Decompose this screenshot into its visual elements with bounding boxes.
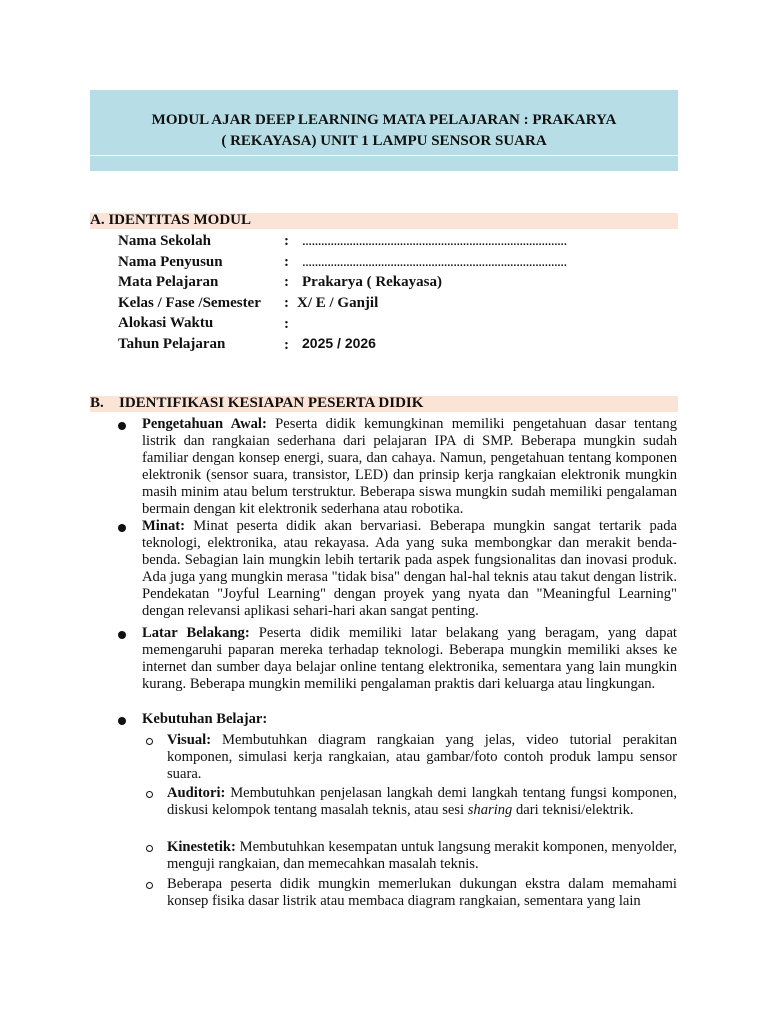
document-title (90, 110, 678, 152)
sub-item-text: dari teknisi/elektrik. (512, 802, 634, 818)
identity-colon: : (284, 274, 289, 290)
identity-colon: : (284, 337, 289, 353)
list-item (142, 711, 677, 728)
sub-item-text: Membutuhkan kesempatan untuk langsung merakit komponen, menyolder, menguji rangkaian, dan memecahkan masalah teknis. (167, 839, 677, 872)
sub-item-term: Kinestetik: (167, 839, 236, 855)
identity-value (302, 231, 567, 251)
identity-label: Nama Penyusun (118, 254, 223, 270)
identity-label: Tahun Pelajaran (118, 336, 226, 352)
identity-colon: : (284, 254, 289, 270)
identity-label: Alokasi Waktu (118, 315, 214, 331)
item-term: Pengetahuan Awal: (142, 416, 267, 432)
item-term: Minat: (142, 518, 185, 534)
list-item (142, 518, 677, 620)
sub-item-text: Membutuhkan penjelasan langkah demi langkah tentang fungsi komponen, diskusi kelompok tentang masalah teknis, atau sesi (167, 785, 677, 818)
section-b-letter: B. (90, 395, 104, 411)
sub-list-item (167, 876, 677, 910)
list-item (142, 416, 677, 518)
identity-label: Nama Sekolah (118, 233, 211, 249)
item-term: Kebutuhan Belajar: (142, 711, 268, 727)
sub-list-item (167, 785, 677, 819)
sub-bullet-circle (146, 845, 153, 852)
sub-list-item (167, 839, 677, 873)
item-term: Latar Belakang: (142, 625, 250, 641)
sub-bullet-circle (146, 738, 153, 745)
sub-item-text: Beberapa peserta didik mungkin memerlukan dukungan ekstra dalam memahami konsep fisika dasar listrik atau membaca diagram rangkaian, sementara yang lain (167, 876, 677, 909)
identity-value (302, 252, 567, 272)
identity-label: Mata Pelajaran (118, 274, 219, 290)
sub-item-term: Auditori: (167, 785, 226, 801)
bullet-dot (118, 422, 126, 430)
bullet-dot (118, 524, 126, 532)
item-text: Peserta didik kemungkinan memiliki pengetahuan dasar tentang listrik dan rangkaian sederhana dari pelajaran IPA di SMP. Beberapa mungkin sudah familiar dengan konsep energi, suara, dan cahaya. Namun, pengetahuan tentang komponen elektronik (sensor suara, transistor, LED) dan prinsip kerja rangkaian elektronik mungkin masih minim atau belum terstruktur. Beberapa siswa mungkin sudah memiliki pengalaman bermain dengan kit elektronik sederhana atau robotika. (142, 416, 677, 517)
identity-colon: : (284, 295, 289, 311)
bullet-dot (118, 631, 126, 639)
section-b-heading: IDENTIFIKASI KESIAPAN PESERTA DIDIK (119, 395, 424, 411)
identity-colon: : (284, 316, 289, 332)
bullet-dot (118, 717, 126, 725)
item-text: Peserta didik memiliki latar belakang yang beragam, yang dapat memengaruhi paparan mereka terhadap teknologi. Beberapa mungkin memiliki akses ke internet dan sumber daya belajar online tentang elektronika, sementara yang lain mungkin kurang. Beberapa mungkin memiliki pengalaman praktis dari keluarga atau lingkungan. (142, 625, 677, 692)
identity-colon: : (284, 233, 289, 249)
sub-item-italic: sharing (467, 802, 513, 818)
identity-dots: .................................................................................... (302, 233, 567, 249)
list-item (142, 625, 677, 693)
title-line-1: MODUL AJAR DEEP LEARNING MATA PELAJARAN : PRAKARYA (151, 112, 617, 128)
identity-value: X/ E / Ganjil (297, 295, 379, 311)
sub-item-text: Membutuhkan diagram rangkaian yang jelas, video tutorial perakitan komponen, simulasi kerja rangkaian, atau gambar/foto contoh produk lampu sensor suara. (167, 732, 677, 782)
identity-value: 2025 / 2026 (302, 335, 376, 351)
title-line-2: ( REKAYASA) UNIT 1 LAMPU SENSOR SUARA (221, 133, 547, 149)
sub-bullet-circle (146, 791, 153, 798)
identity-label: Kelas / Fase /Semester (118, 295, 261, 311)
section-a-heading: A. IDENTITAS MODUL (90, 212, 251, 228)
sub-bullet-circle (146, 882, 153, 889)
identity-value: Prakarya ( Rekayasa) (302, 274, 442, 290)
item-text: Minat peserta didik akan bervariasi. Beberapa mungkin sangat tertarik pada teknologi, elektronika, atau rekayasa. Ada yang suka membongkar dan merakit benda-benda. Sebagian lain mungkin lebih tertarik pada aspek fungsionalitas dan inovasi produk. Ada juga yang mungkin merasa "tidak bisa" dengan hal-hal teknis atau takut dengan listrik. Pendekatan "Joyful Learning" dengan proyek yang nyata dan "Meaningful Learning" dengan relevansi aplikasi sehari-hari akan sangat penting. (142, 518, 677, 619)
sub-list-item (167, 732, 677, 783)
identity-dots: .................................................................................... (302, 254, 567, 270)
title-banner-divider (90, 155, 678, 156)
sub-item-term: Visual: (167, 732, 212, 748)
